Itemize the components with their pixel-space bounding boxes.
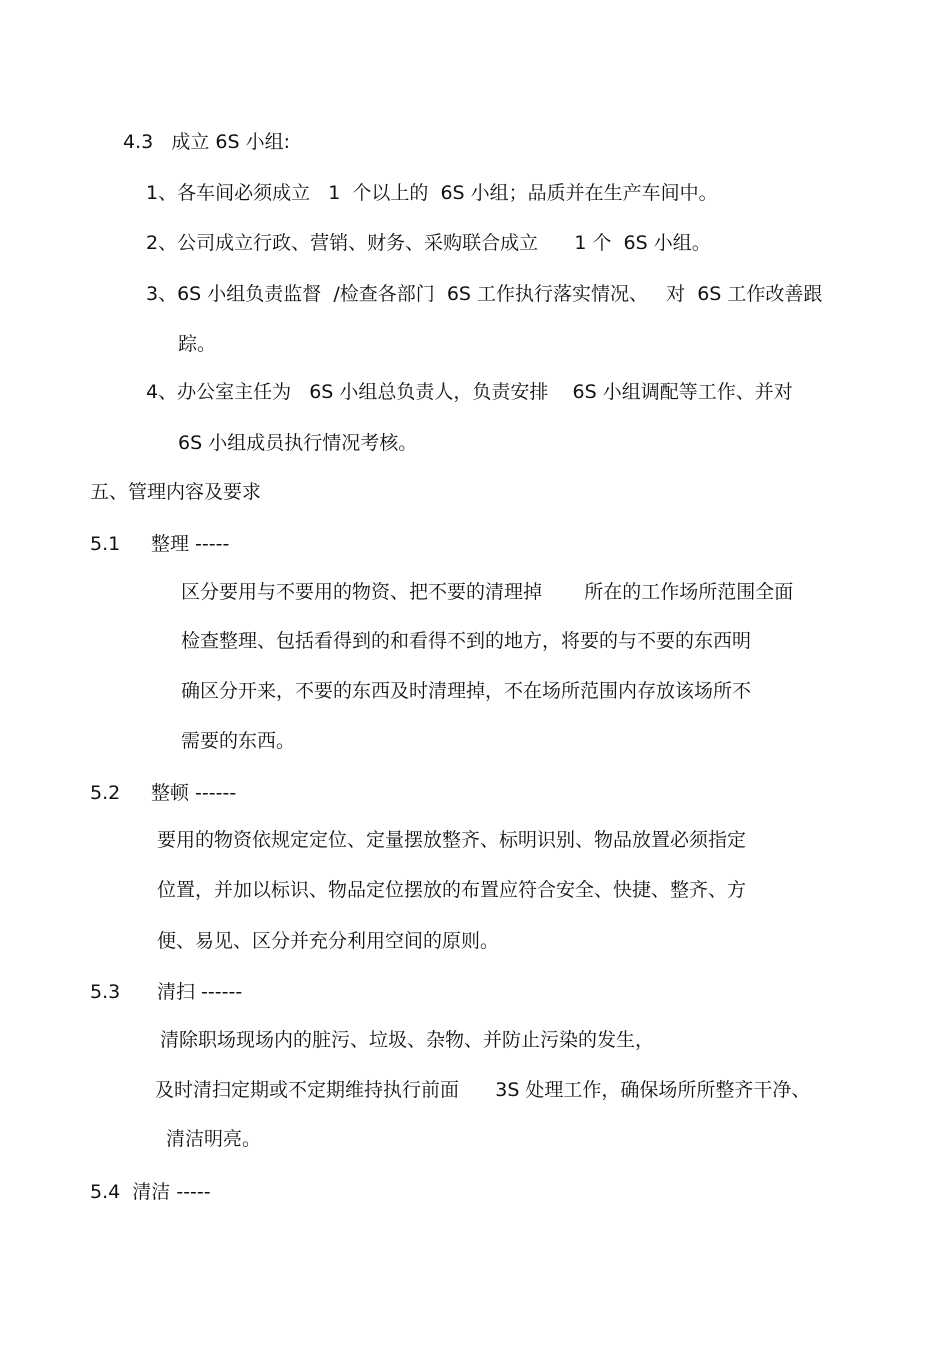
item-2: 2、公司成立行政、营销、财务、采购联合成立 1 个 6S 小组。 [146,232,711,254]
s5-3-line-3: 清洁明亮。 [166,1128,262,1150]
item-4-line-1: 4、办公室主任为 6S 小组总负责人，负责安排 6S 小组调配等工作、并对 [146,381,793,403]
item-4-line-2: 6S 小组成员执行情况考核。 [178,432,418,454]
s5-3-line-2: 及时清扫定期或不定期维持执行前面 3S 处理工作，确保场所所整齐干净、 [155,1079,811,1101]
item-1: 1、各车间必须成立 1 个以上的 6S 小组；品质并在生产车间中。 [146,182,718,204]
s5-1-title: 整理 ----- [151,533,230,555]
s5-2-line-1: 要用的物资依规定定位、定量摆放整齐、标明识别、物品放置必须指定 [157,829,747,851]
s5-2-line-3: 便、易见、区分并充分利用空间的原则。 [157,930,500,952]
s5-2-title: 整顿 ------ [151,782,237,804]
s5-3-title: 清扫 ------ [157,981,243,1003]
s5-2-line-2: 位置，并加以标识、物品定位摆放的布置应符合安全、快捷、整齐、方 [157,879,747,901]
s5-3-line-1: 清除职场现场内的脏污、垃圾、杂物、并防止污染的发生， [160,1029,655,1051]
s5-1-line-4: 需要的东西。 [181,730,296,752]
item-3-line-1: 3、6S 小组负责监督 /检查各部门 6S 工作执行落实情况、 对 6S 工作改善跟 [146,283,823,305]
section-5-heading: 五、管理内容及要求 [90,481,262,503]
s5-1-line-2: 检查整理、包括看得到的和看得不到的地方，将要的与不要的东西明 [181,630,752,652]
section-4-3-heading: 4.3 成立 6S 小组: [123,131,290,153]
s5-1-line-1: 区分要用与不要用的物资、把不要的清理掉 所在的工作场所范围全面 [181,581,794,603]
s5-1-line-3: 确区分开来，不要的东西及时清理掉，不在场所范围内存放该场所不 [181,680,752,702]
s5-2-number: 5.2 [90,782,121,804]
s5-4-heading: 5.4 清洁 ----- [90,1181,211,1203]
s5-1-number: 5.1 [90,533,121,555]
item-3-line-2: 踪。 [178,333,217,355]
s5-3-number: 5.3 [90,981,121,1003]
